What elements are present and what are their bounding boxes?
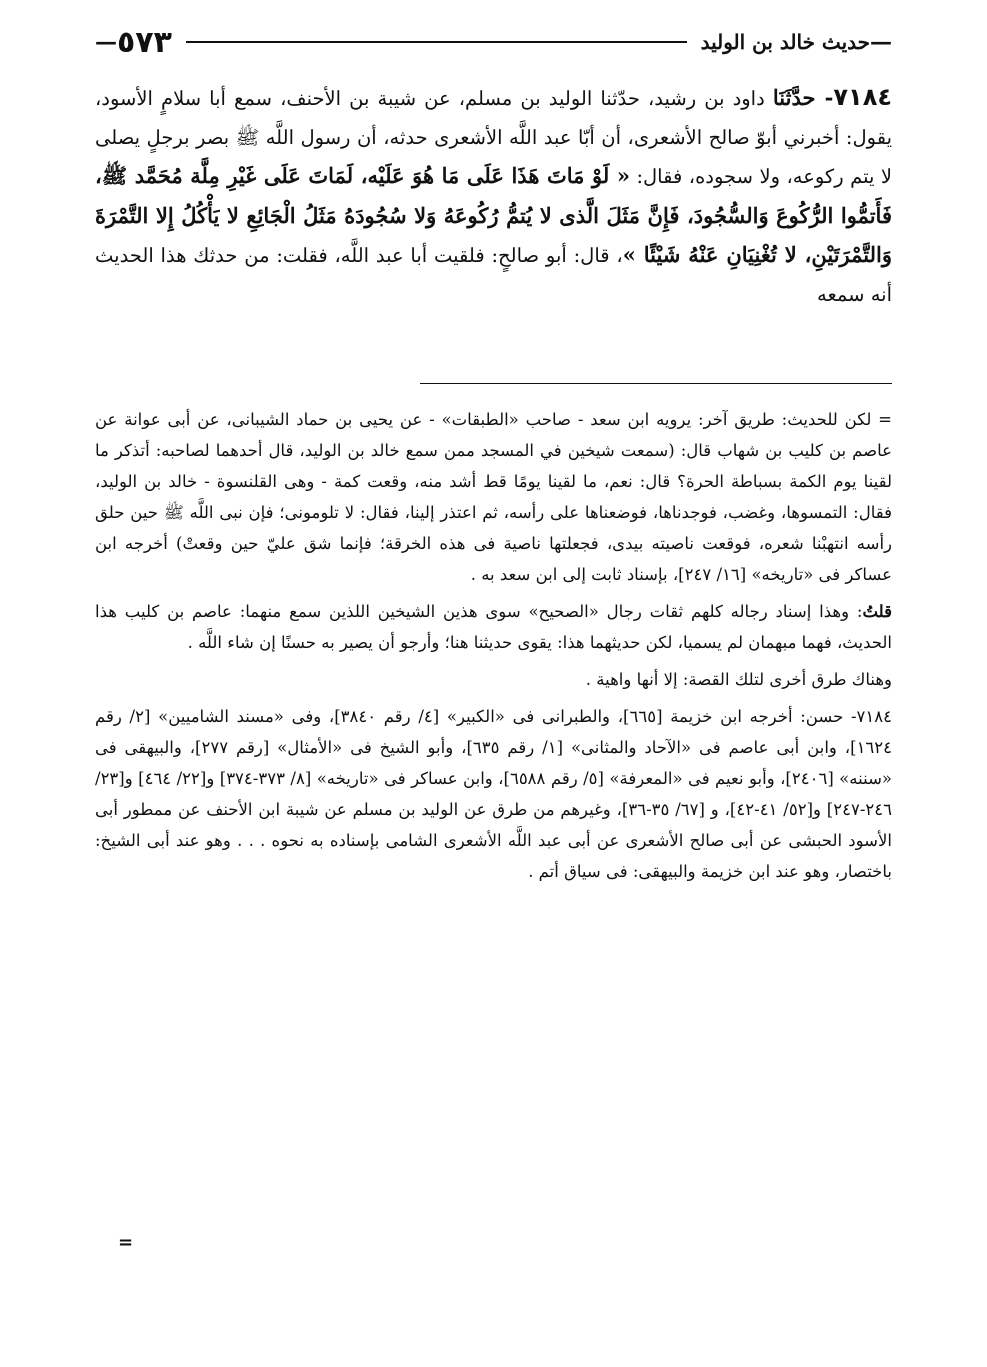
hadith-number: ٧١٨٤: [833, 83, 892, 111]
footnote-comment: [95, 596, 892, 658]
page-header: [95, 22, 892, 62]
footnote-separator: [420, 383, 892, 384]
page-number: ٥٧٣: [117, 24, 172, 60]
header-title: حديث خالد بن الوليد: [700, 30, 870, 54]
hadith-isnad: داود بن رشيد، حدّثنا الوليد بن مسلم، عن شيبة بن الأحنف، سمع أبا سلامٍ الأسود، يقول: أخبرني أبوّ صالح الأشعرى، أن أبّا عبد اللَّه الأشعرى حدثه، أن رسول اللَّه ﷺ بصر برجلٍ يصلى لا يتم ركوعه، ولا سجوده، فقال:: [95, 87, 892, 188]
footnotes: [95, 404, 892, 1274]
header-dash-right: —: [870, 29, 892, 55]
continuation-mark: =: [118, 1232, 134, 1253]
header-rule: [186, 41, 687, 43]
header-dash-left: —: [95, 29, 117, 55]
hadith-tail: ، قال: أبو صالحٍ: فلقيت أبا عبد اللَّه، فقلت: من حدثك هذا الحديث أنه سمعه: [95, 244, 892, 306]
hadith-text: [95, 78, 892, 381]
hadith-matn: « لَوْ مَاتَ هَذَا عَلَى مَا هُوَ عَلَيْه، لَمَاتَ عَلَى غَيْرِ مِلَّة مُحَمَّد ﷺ، فَأَتمُّوا الرُّكُوعَ وَالسُّجُودَ، فَإِنَّ مَثَلَ الَّذى لا يُتمُّ رُكُوعَهُ وَلا سُجُودَهُ مَثَلُ الْجَائِعِ لا يَأْكُلُ إِلا التَّمْرَةَ وَالتَّمْرَتَيْنِ، لا تُغْنِيَانِ عَنْهُ شَيْئًا »: [95, 163, 892, 267]
footnote-weak-routes: وهناك طرق أخرى لتلك القصة: إلا أنها واهية .: [585, 670, 892, 689]
hadith-opening: - حدَّثَنَا: [772, 85, 834, 110]
footnote-comment-text: : وهذا إسناد رجاله كلهم ثقات رجال «الصحيح» سوى هذين الشيخين اللذين سمع منهما: عاصم بن كليب هذا الحديث، فهما مبهمان لم يسميا، لكن حديثهما هذا: يقوى حديثنا هنا؛ وأرجو أن يصير به حسنًا إن شاء اللَّه .: [95, 602, 892, 652]
footnote-continuation: = لكن للحديث: طريق آخر: يرويه ابن سعد - صاحب «الطبقات» - عن يحيى بن حماد الشيبانى، عن أبى عوانة عن عاصم بن كليب بن شهاب قال: (سمعت شيخين في المسجد ممن سمع خالد بن الوليد، قال أحدهما لصاحبه: أتذكر ما لقينا يوم الكمة بسباطة الحرة؟ قال: نعم، ما لقينا يومًا قط أشد منه، وقعت كمة - وهى القلنسوة - خالد بن الوليد، فقال: التمسوها، وغضب، فوجدناها، فوضعناها على رأسه، ثم اعتذر إلينا، فقال: لا تلومونى؛ فإن نبى اللَّه ﷺ حين حلق رأسه انتهبْنا شعره، فوقعت ناصيته بيدى، فجعلتها ناصية فى هذه الخرقة؛ فإنما شق عليّ حين وقعتْ) أخرجه ابن عساكر فى «تاريخه» [١٦/ ٢٤٧]، بإسناد ثابت إلى ابن سعد به .: [95, 410, 892, 584]
footnote-comment-label: قلتُ: [862, 602, 892, 621]
footnote-takhrij: ٧١٨٤- حسن: أخرجه ابن خزيمة [٦٦٥]، والطبرانى فى «الكبير» [٤/ رقم ٣٨٤٠]، وفى «مسند الشاميين» [٢/ رقم ١٦٢٤]، وابن أبى عاصم فى «الآحاد والمثانى» [١/ رقم ٦٣٥]، وأبو الشيخ فى «الأمثال» [رقم ٢٧٧]، والبيهقى فى «سننه» [٢٤٠٦]، وأبو نعيم فى «المعرفة» [٥/ رقم ٦٥٨٨]، وابن عساكر فى «تاريخه» [٨/ ٣٧٣-٣٧٤] و[٢٢/ ٤٦٤] و[٢٣/ ٢٤٦-٢٤٧] و[٥٢/ ٤١-٤٢]، و [٦٧/ ٣٥-٣٦]، وغيرهم من طرق عن الوليد بن مسلم عن شيبة ابن الأحنف عن ممطور أبى الأسود الحبشى عن أبى صالح الأشعرى عن أبى عبد اللَّه الأشعرى الشامى بإسناده به نحوه . . . وهو عند أبى الشيخ: باختصار، وهو عند ابن خزيمة والبيهقى: فى سياق أتم .: [95, 707, 892, 881]
